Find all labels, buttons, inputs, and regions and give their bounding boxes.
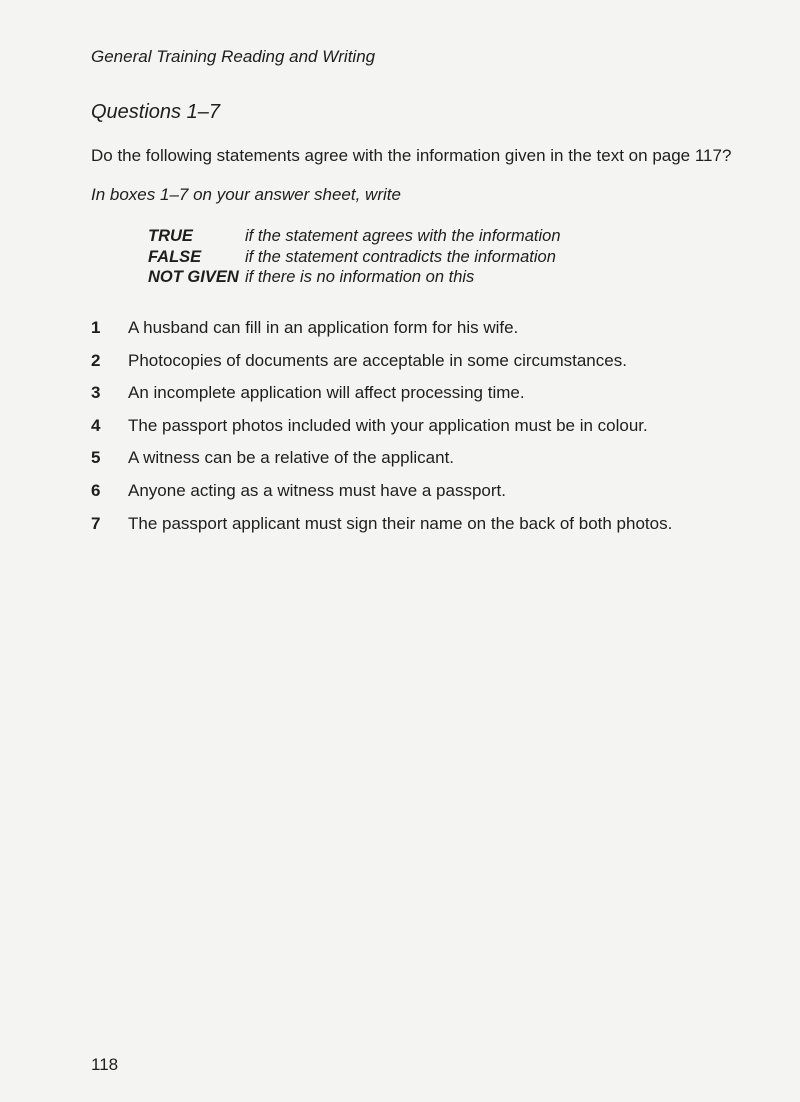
legend-desc: if the statement agrees with the information (245, 227, 561, 245)
question-text: An incomplete application will affect processing time. (128, 383, 525, 403)
legend-row-true (148, 226, 561, 247)
page-number: 118 (91, 1055, 119, 1074)
legend-key: FALSE (148, 247, 202, 266)
legend-key: TRUE (148, 227, 193, 245)
question-text: The passport applicant must sign their name on the back of both photos. (128, 513, 673, 533)
legend-row-false (148, 247, 561, 268)
question-item (91, 448, 672, 481)
answer-sheet-instruction: In boxes 1–7 on your answer sheet, write (91, 185, 401, 204)
question-text: A husband can fill in an application form for his wife. (128, 318, 519, 337)
question-item (91, 416, 672, 449)
question-number: 2 (91, 350, 101, 370)
question-number: 3 (91, 383, 101, 403)
question-number: 1 (91, 318, 101, 337)
question-item (91, 514, 672, 547)
running-header: General Training Reading and Writing (91, 47, 376, 66)
section-title: Questions 1–7 (91, 101, 220, 123)
question-number: 4 (91, 415, 101, 435)
question-number: 7 (91, 513, 101, 533)
legend-row-not-given (148, 267, 561, 288)
question-text: Anyone acting as a witness must have a passport. (128, 480, 506, 500)
question-number: 5 (91, 448, 101, 468)
question-number: 6 (91, 480, 101, 500)
instruction-text: Do the following statements agree with the information given in the text on page 117? (91, 146, 732, 165)
question-item (91, 481, 672, 514)
question-text: The passport photos included with your application must be in colour. (128, 415, 648, 435)
question-item (91, 351, 672, 384)
legend-key: NOT GIVEN (148, 268, 239, 286)
legend-desc: if there is no information on this (245, 268, 475, 286)
question-text: A witness can be a relative of the applicant. (128, 448, 455, 468)
question-item (91, 383, 672, 416)
question-item (91, 318, 672, 351)
answer-key-legend (148, 226, 561, 288)
question-list (91, 318, 672, 546)
legend-desc: if the statement contradicts the information (245, 247, 556, 266)
question-text: Photocopies of documents are acceptable in some circumstances. (128, 350, 627, 370)
